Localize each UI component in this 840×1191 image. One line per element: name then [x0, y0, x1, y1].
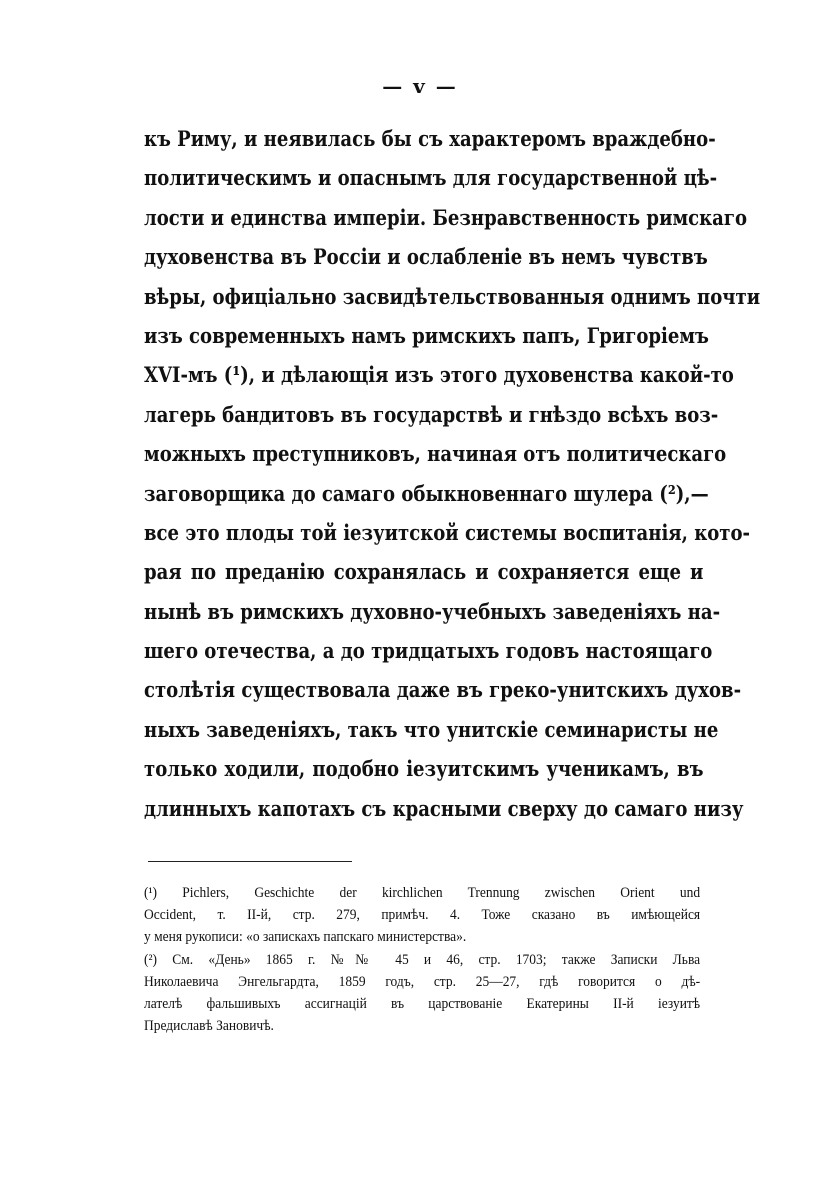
text-line: можныхъ преступниковъ, начиная отъ политическаго [144, 442, 727, 468]
footnote-line: (²) См. «День» 1865 г. №№ 45 и 46, стр. 1703; также Записки Льва [144, 951, 701, 968]
text-line: лости и единства имперіи. Безнравственность римскаго [144, 205, 748, 231]
page-number: — v — [382, 74, 458, 98]
text-line: нынѣ въ римскихъ духовно-учебныхъ заведеніяхъ на- [144, 599, 721, 625]
text-line: столѣтія существовала даже въ греко-унитскихъ духов- [144, 678, 742, 704]
text-line: все это плоды той іезуитской системы воспитанія, кото- [144, 520, 751, 546]
footnote-line: Occident, т. II-й, стр. 279, примѣч. 4. Тоже сказано въ имѣющейся [144, 907, 701, 924]
text-line: только ходили, подобно іезуитскимъ ученикамъ, въ [144, 757, 704, 783]
footnote-divider [148, 861, 352, 862]
text-line: къ Риму, и неявилась бы съ характеромъ враждебно- [144, 127, 716, 152]
footnote-line: лателѣ фальшивыхъ ассигнацій въ царствованіе Екатерины II-й іезуитѣ [144, 995, 701, 1012]
text-line: политическимъ и опаснымъ для государственной цѣ- [144, 166, 718, 192]
text-line: духовенства въ Россіи и ослабленіе въ немъ чувствъ [144, 245, 708, 271]
footnote-line: (¹) Pichlers, Geschichte der kirchlichen Trennung zwischen Orient und [144, 885, 701, 901]
footnote-line: у меня рукописи: «о запискахъ папскаго министерства». [144, 929, 467, 946]
text-line: лагерь бандитовъ въ государствѣ и гнѣздо всѣхъ воз- [144, 402, 719, 428]
footnotes-block [144, 882, 700, 1037]
text-line: вѣры, офиціально засвидѣтельствованныя однимъ почти [144, 284, 761, 310]
text-line: длинныхъ капотахъ съ красными сверху до самаго низу [144, 796, 744, 822]
footnote-line: Николаевича Энгельгардта, 1859 годъ, стр. 25—27, гдѣ говорится о дѣ- [144, 973, 701, 990]
text-line: изъ современныхъ намъ римскихъ папъ, Григоріемъ [144, 323, 709, 349]
footnote-line: Предиславѣ Зановичѣ. [144, 1018, 274, 1035]
main-text-block [144, 120, 761, 829]
text-line: ныхъ заведеніяхъ, такъ что унитскіе семинаристы не [144, 717, 719, 743]
text-line: шего отечества, а до тридцатыхъ годовъ настоящаго [144, 639, 713, 665]
text-line: рая по преданію сохранялась и сохраняется еще и [144, 560, 704, 586]
text-line: заговорщика до самаго обыкновеннаго шулера (²),— [144, 481, 709, 507]
text-line: XVI-мъ (¹), и дѣлающія изъ этого духовенства какой-то [144, 363, 734, 389]
